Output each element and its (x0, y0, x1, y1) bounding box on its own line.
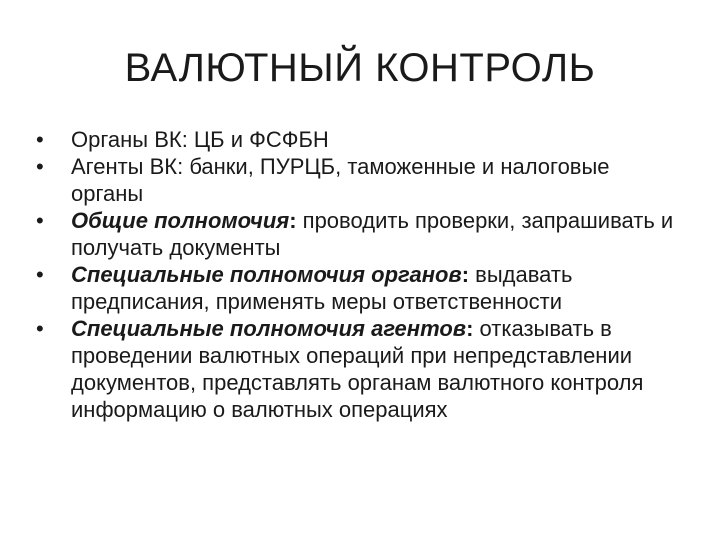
bullet-item-agents (36, 153, 686, 207)
bullet-dot-icon: • (36, 208, 44, 233)
slide-title: ВАЛЮТНЫЙ КОНТРОЛЬ (124, 46, 596, 90)
bullet-term: Специальные полномочия агентов (71, 316, 467, 341)
bullet-colon: : (461, 262, 470, 287)
bullet-text: Агенты ВК: банки, ПУРЦБ, таможенные и налоговые органы (71, 154, 610, 206)
bullet-text: проводить проверки, запрашивать и получать документы (71, 208, 674, 260)
bullet-text: выдавать предписания, применять меры ответственности (71, 262, 573, 314)
bullet-colon: : (466, 316, 474, 341)
bullet-list (36, 126, 686, 423)
bullet-colon: : (289, 208, 297, 233)
bullet-dot-icon: • (36, 127, 44, 152)
bullet-item-agent-powers (36, 315, 686, 423)
bullet-item-general-powers (36, 207, 686, 261)
bullet-dot-icon: • (36, 262, 44, 287)
bullet-item-organ-powers (36, 261, 686, 315)
bullet-item-organs (36, 126, 686, 153)
bullet-text: отказывать в проведении валютных операций при непредставлении документов, представлять органам валютного контроля информацию о валютных операциях (71, 316, 644, 422)
bullet-text: Органы ВК: ЦБ и ФСФБН (71, 127, 329, 152)
bullet-term: Специальные полномочия органов (71, 262, 462, 287)
bullet-dot-icon: • (36, 154, 44, 179)
bullet-term: Общие полномочия (71, 208, 290, 233)
bullet-dot-icon: • (36, 316, 44, 341)
